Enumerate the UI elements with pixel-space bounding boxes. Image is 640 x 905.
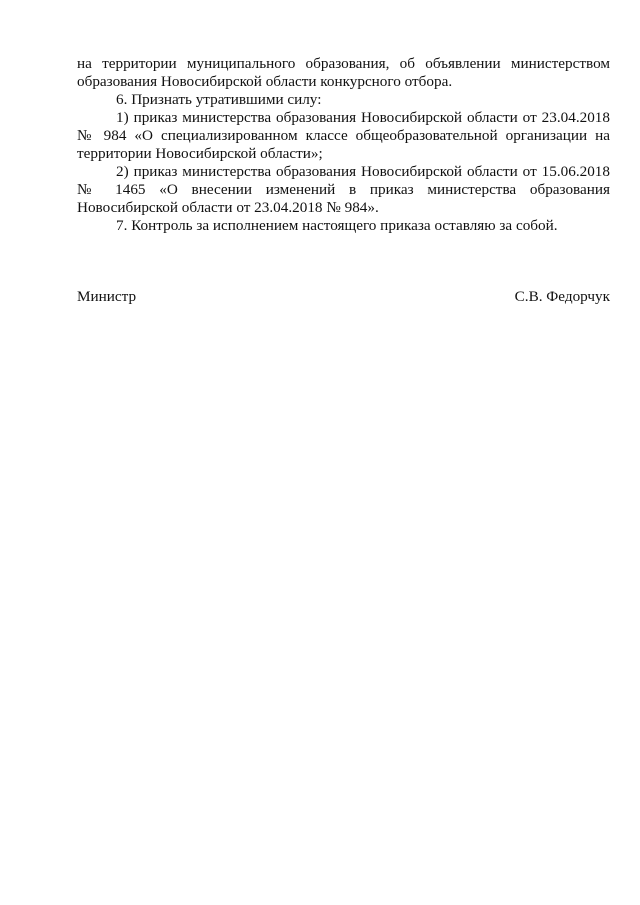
paragraph-item-6-2: 2) приказ министерства образования Новосибирской области от 15.06.2018 № 1465 «О внесении изменений в приказ министерства образования Новосибирской области от 23.04.2018 № 984».	[77, 163, 610, 216]
signatory-position: Министр	[77, 288, 137, 305]
signatory-name: С.В. Федорчук	[514, 288, 610, 305]
document-body	[77, 55, 610, 235]
paragraph-continuation: на территории муниципального образования, об объявлении министерством образования Новосибирской области конкурсного отбора.	[77, 55, 610, 90]
paragraph-item-6: 6. Признать утратившими силу:	[116, 91, 322, 108]
paragraph-item-6-1: 1) приказ министерства образования Новосибирской области от 23.04.2018 № 984 «О специализированном классе общеобразовательной организации на территории Новосибирской области»;	[77, 109, 610, 162]
paragraph-item-7: 7. Контроль за исполнением настоящего приказа оставляю за собой.	[116, 217, 558, 234]
signature-block	[77, 288, 610, 306]
